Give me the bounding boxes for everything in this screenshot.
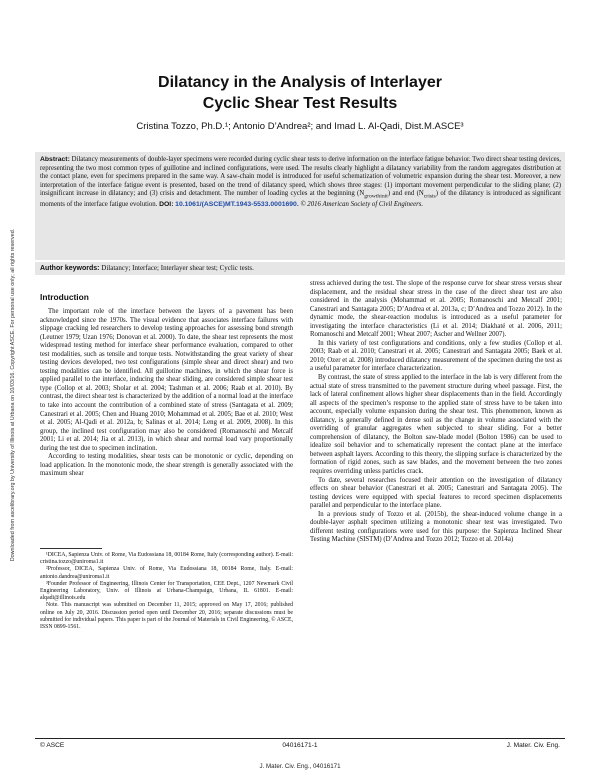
paragraph: In a previous study of Tozzo et al. (2015b), the shear-induced volume change in a double-layer asphalt specimen utilizing a monotonic shear test was investigated. Two different testing configurations were used for this purpose: the Sapienza Inclined Shear Testing Machine (SISTM) (D’Andrea and Tozzo 2012; Tozzo et al. 2014a) xyxy=(310,510,562,544)
download-notice: Downloaded from ascelibrary.org by University of Illinois at Urbana on 10/03/16. Copyright ASCE. For personal use only; all rights reserved. xyxy=(10,228,16,562)
footnote: Note. This manuscript was submitted on December 11, 2015; approved on May 17, 2016; published online on July 20, 2016. Discussion period open until December 20, 2016; separate discussions must be submitted for individual papers. This paper is part of the Journal of Materials in Civil Engineering, © ASCE, ISSN 0899-1561. xyxy=(40,602,293,631)
bottom-citation: J. Mater. Civ. Eng., 04016171 xyxy=(259,763,341,770)
column-left xyxy=(40,308,293,546)
paragraph: According to testing modalities, shear tests can be monotonic or cyclic, depending on load application. In the monotonic mode, the shear strength is generally associated with the maximum shear xyxy=(40,453,293,478)
abstract-sub-1: growthinit xyxy=(364,193,388,200)
footnote: ²Professor, DICEA, Sapienza Univ. of Rome, Via Eudossiana 18, 00184 Rome, Italy. E-mail: antonio.dandrea@uniroma1.it xyxy=(40,566,293,580)
abstract xyxy=(40,156,561,210)
keywords-bar xyxy=(35,262,565,275)
doi-label: DOI: xyxy=(159,201,174,209)
footer-divider xyxy=(35,738,565,739)
abstract-text: Dilatancy measurements of double-layer specimens were recorded during cyclic shear tests to derive information on the interface fatigue behavior. Two direct shear testing devices, representing the two most common types of guillotine and inclined configurations, were used. The results clearly highlight a dilatancy variability from the random aggregates distribution at the contact plane, even for specimens prepared in the same way. A saw-chain model is introduced for useful schematization of volumetric expansion during the shear test. Moreover, a new interpretation of the interface fatigue event is presented, based on the trend of dilatancy speed, which shows three stages: (1) important movement perpendicular to the sliding plane; (2) insignificant increase in dilatancy; and (3) crisis and detachment. The number of loading cycles at the beginning (N xyxy=(40,156,562,198)
keywords-text: Dilatancy; Interface; Interlayer shear test; Cyclic tests. xyxy=(101,264,254,272)
abstract-sub-2: crisis xyxy=(423,193,436,200)
keywords-label: Author keywords: xyxy=(40,265,100,272)
doi-link[interactable]: 10.1061/(ASCE)MT.1943-5533.0001690. xyxy=(175,201,299,209)
footnotes xyxy=(40,552,293,702)
abstract-label: Abstract: xyxy=(40,156,70,163)
footer-page-id: 04016171-1 xyxy=(282,742,318,749)
paragraph: By contrast, the state of stress applied to the interface in the lab is very different from the actual state of stress transmitted to the pavement structure during wheel passage. First, the lack of lateral confinement allows higher shear displacements than in the field. Accordingly all aspects of the specimen’s response to the applied state of stress have to be taken into account, especially volume expansion during the shear test. This phenomenon, known as dilatancy, is generally defined in dense soil as the change in volume associated with the overriding of granular aggregates when subjected to shear sliding. For a better comprehension of dilatancy, the Bolton saw-blade model (Bolton 1986) can be used to idealize soil behavior and to schematically represent the contact plane at the interface between asphalt layers. According to this theory, the slipping surface is characterized by the formation of rigid zones, such as saw blades, and the movement between the two zones requires overriding unless particles crack. xyxy=(310,374,562,476)
title-line-1: Dilatancy in the Analysis of Interlayer xyxy=(158,74,442,91)
paragraph: stress achieved during the test. The slope of the response curve for shear stress versus shear displacement, and the residual shear stress in the case of the direct shear test are also considered in the analysis (Mohammad et al. 2005; Romanoschi and Metcalf 2001; Canestrari and Santagata 2005; D’Andrea et al. 2013a, c; D’Andrea and Tozzo 2012). In the dynamic mode, the shear-reaction modulus is introduced as a useful parameter for investigating the interface characteristics (Li et al. 2014; Diakhaté et al. 2006, 2011; Romanoschi and Metcalf 2001; Wheat 2007; Ascher and Wellner 2007). xyxy=(310,280,562,339)
footnote: ³Founder Professor of Engineering, Illinois Center for Transportation, CEE Dept., 1207 Newmark Civil Engineering Laboratory, Univ. of Illinois at Urbana-Champaign, Urbana, IL 61801. E-mail: alqadi@illinois.edu xyxy=(40,580,293,602)
footnote-divider xyxy=(40,548,102,549)
copyright-note: © 2016 American Society of Civil Engineers. xyxy=(300,201,424,209)
footer-journal: J. Mater. Civ. Eng. xyxy=(506,742,560,749)
paragraph: In this variety of test configurations and conditions, only a few studies (Collop et al. 2003; Raab et al. 2010; Canestrari et al. 2005; Canestrari and Santagata 2005; Baek et al. 2010; Ozer et al. 2008) introduced dilatancy measurement of the specimen during the test as a useful parameter for interface characterization. xyxy=(310,339,562,373)
title-line-2: Cyclic Shear Test Results xyxy=(202,95,398,112)
paragraph: The important role of the interface between the layers of a pavement has been acknowledged since the 1970s. The visual evidence that associates interface failures with slippage cracking led researchers to develop testing approaches for assessing bond strength (Leutner 1979; Uzan 1976; Donovan et al. 2000). To date, the shear test represents the most widespread testing method for interface shear performance evaluation, compared to other test modalities, such as tensile and torque tests. Notwithstanding the great variety of shear testing devices developed, two test configurations (simple shear and direct shear) and two testing modalities can be identified. All guillotine machines, in which the shear force is applied parallel to the interface, inducing the shear sliding, are considered simple shear test type (Collop et al. 2003; Sholar et al. 2004; Tashman et al. 2006; Raab et al. 2010). By contrast, the direct shear test is characterized by the addition of a normal load at the interface to take into account the contribution of a combined state of stress (Santagata et al. 2009; Canestrari et al. 2005; Chen and Huang 2010; Mohammad et al. 2005; Bae et al. 2010; West et al. 2005; Al-Qadi et al. 2012a, b; Salinas et al. 2014; Leng et al. 2009, 2008). In this group, the inclined test configuration may also be considered (Romanoschi and Metcalf 2001; Li et al. 2014; Jia et al. 2013), in which shear and normal load vary proportionally during the test due to specimen inclination. xyxy=(40,308,293,452)
footer-left: © ASCE xyxy=(40,742,65,749)
paragraph: To date, several researches focused their attention on the investigation of dilatancy effects on shear behavior (Canestrari et al. 2005; Canestrari and Santagata 2005). The testing devices were equipped with special features to record specimen displacements parallel and perpendicular to the interface plane. xyxy=(310,476,562,510)
footnote: ¹DICEA, Sapienza Univ. of Rome, Via Eudossiana 18, 00184 Rome, Italy (corresponding author). E-mail: cristina.tozzo@uniroma1.it xyxy=(40,552,293,566)
abstract-text-2: ) and end (N xyxy=(387,190,424,198)
author-list: Cristina Tozzo, Ph.D.¹; Antonio D’Andrea²; and Imad L. Al-Qadi, Dist.M.ASCE³ xyxy=(136,121,464,132)
abstract-text-3: ) of the dilatancy is introduced as significant moments of the interface fatigue evolution. xyxy=(40,190,561,209)
intro-heading: Introduction xyxy=(40,292,89,302)
column-right xyxy=(310,280,562,750)
paper-title xyxy=(60,72,540,114)
